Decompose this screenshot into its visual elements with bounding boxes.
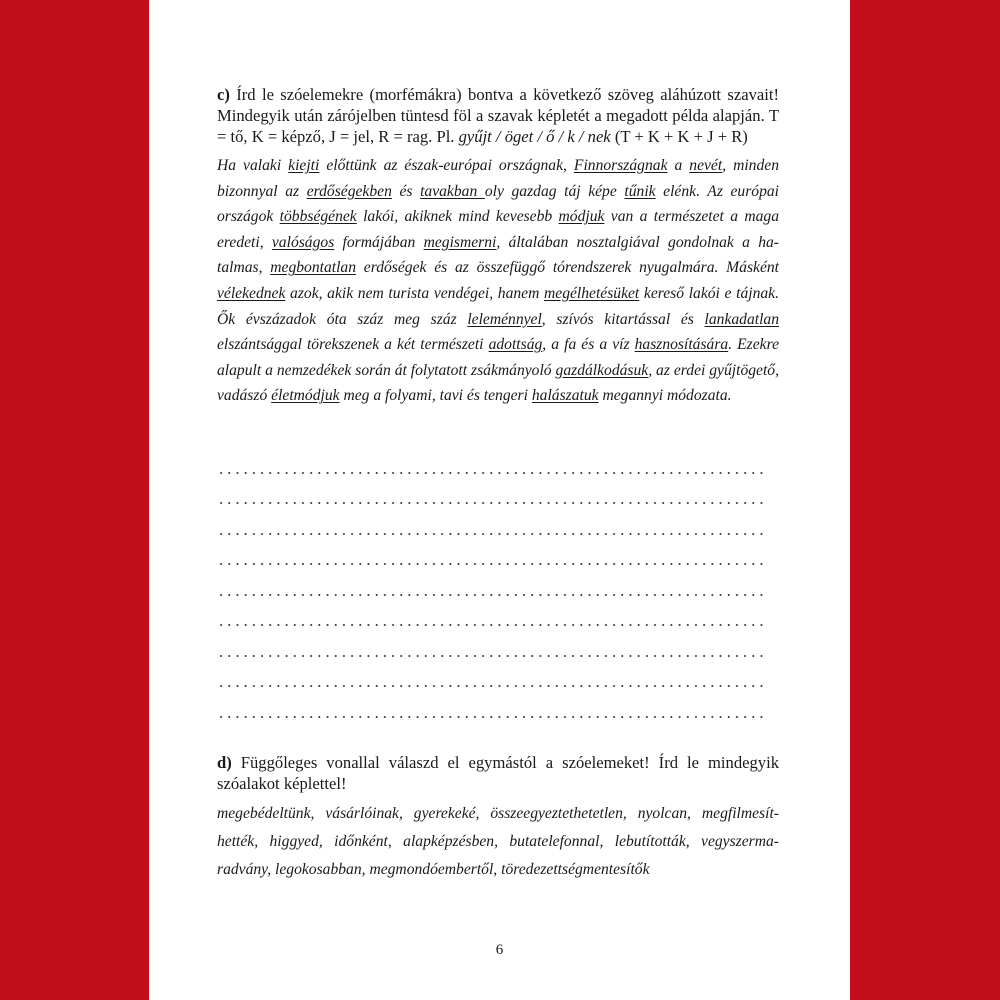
underlined-word: Finnországnak bbox=[573, 157, 668, 174]
passage-text: a bbox=[667, 157, 690, 174]
underlined-word: megélhetésüket bbox=[544, 284, 640, 302]
underlined-word: megismerni bbox=[423, 233, 497, 251]
passage-text: kereső lakói e tájnak. Ők évszázadok óta száz meg száz bbox=[217, 284, 779, 328]
passage-text: , a fa és a víz bbox=[542, 336, 635, 354]
underlined-word: erdőségekben bbox=[306, 182, 392, 200]
answer-line bbox=[217, 542, 779, 573]
passage-text: megannyi módozata. bbox=[598, 387, 732, 405]
dotted-rule bbox=[217, 533, 765, 535]
dotted-rule bbox=[217, 502, 765, 504]
passage-text: előttünk az észak-európai országnak, bbox=[319, 157, 574, 174]
passage-text: formájában bbox=[334, 233, 424, 251]
underlined-word: életmódjuk bbox=[271, 387, 340, 405]
passage-text: elénk. Az európai országok bbox=[217, 182, 779, 226]
dotted-rule bbox=[217, 685, 765, 687]
passage-text: azok, akik nem turista vendégei, hanem bbox=[285, 284, 545, 302]
passage-text: meg a folyami, tavi és tengeri bbox=[339, 387, 532, 405]
underlined-word: gazdálkodásuk bbox=[555, 361, 649, 379]
underlined-word: adottság bbox=[488, 336, 543, 354]
passage-text: Ha valaki bbox=[217, 157, 289, 174]
answer-line bbox=[217, 603, 779, 634]
page-number: 6 bbox=[495, 942, 504, 958]
underlined-word: módjuk bbox=[558, 208, 605, 226]
task-c-example: gyűjt / öget / ő / k / nek bbox=[458, 127, 611, 146]
task-c-example-formula: (T + K + K + J + R) bbox=[610, 127, 748, 146]
passage-text: oly gazdag táj képe bbox=[484, 182, 625, 200]
underlined-word: hasznosítására bbox=[634, 336, 729, 354]
answer-line bbox=[217, 633, 779, 664]
passage-text: . Ezekre alapult a nemzedékek során át folytatott zsákmányoló bbox=[217, 336, 779, 379]
underlined-word: halászatuk bbox=[531, 387, 599, 405]
dotted-rule bbox=[217, 472, 765, 474]
passage-text: , általában nosztalgiával gondolnak a hatalmas, bbox=[217, 233, 779, 277]
task-c-label: c) bbox=[217, 85, 230, 104]
passage-text: , szívós kitartással és bbox=[541, 310, 705, 328]
underlined-word: kiejti bbox=[288, 157, 320, 174]
underlined-word: többségének bbox=[279, 208, 357, 226]
task-d-instruction bbox=[217, 752, 779, 794]
task-d-label: d) bbox=[217, 753, 232, 772]
dotted-rule bbox=[217, 594, 765, 596]
dotted-rule bbox=[217, 655, 765, 657]
underlined-word: valóságos bbox=[271, 233, 335, 251]
passage-text: és bbox=[391, 182, 421, 200]
book-page bbox=[149, 0, 850, 1000]
underlined-word: megbontatlan bbox=[270, 259, 357, 277]
passage-text: van a természetet a maga eredeti, bbox=[217, 208, 779, 251]
task-d-word-list: megebédeltünk, vásárlóinak, gyerekeké, összeegyeztethetetlen, nyolcan, megfilmesíthették, higgyed, időnként, alapképzésben, butatelefonnal, lebutították, vegyszermaradvány, legokosabban, megmondóembertől, töredezettségmentesítők bbox=[217, 805, 779, 878]
underlined-word: leleménnyel bbox=[467, 310, 542, 328]
answer-line bbox=[217, 511, 779, 542]
dotted-rule bbox=[217, 716, 765, 718]
dotted-rule bbox=[217, 624, 765, 626]
answer-line bbox=[217, 664, 779, 695]
passage-text: lakói, akiknek mind kevesebb bbox=[356, 208, 559, 226]
dotted-rule bbox=[217, 563, 765, 565]
passage-text: , az erdei gyűjtögető, vadászó bbox=[217, 361, 779, 405]
underlined-word: tűnik bbox=[624, 182, 656, 200]
task-c-instruction bbox=[217, 84, 779, 147]
answer-line bbox=[217, 450, 779, 481]
answer-lines bbox=[217, 450, 779, 725]
underlined-word: vélekednek bbox=[217, 284, 286, 302]
answer-line bbox=[217, 572, 779, 603]
underlined-word: lankadatlan bbox=[704, 310, 780, 328]
task-d-instruction-text: Függőleges vonallal válaszd el egymástól a szóelemeket! Írd le mindegyik szóalakot képlettel! bbox=[217, 753, 779, 793]
answer-line bbox=[217, 694, 779, 725]
passage-text: erdőségek és az összefüggő tórendszerek nyugalmára. Másként bbox=[356, 259, 779, 277]
task-c-instruction-text: Írd le szóelemekre (morfémákra) bontva a következő szöveg aláhúzott szavait! Mindegyik után zárójelben tüntesd föl a szavak képletét a megadott példa alapján. T = tő, K = képző, J = jel, R = rag. Pl. bbox=[217, 85, 779, 146]
underlined-word: tavakban bbox=[420, 182, 485, 200]
passage-text: elszántsággal törekszenek a két természeti bbox=[217, 336, 489, 354]
task-c-passage bbox=[217, 153, 779, 409]
answer-line bbox=[217, 481, 779, 512]
underlined-word: nevét bbox=[689, 157, 723, 174]
passage-text: , minden bizonnyal az bbox=[217, 157, 779, 200]
